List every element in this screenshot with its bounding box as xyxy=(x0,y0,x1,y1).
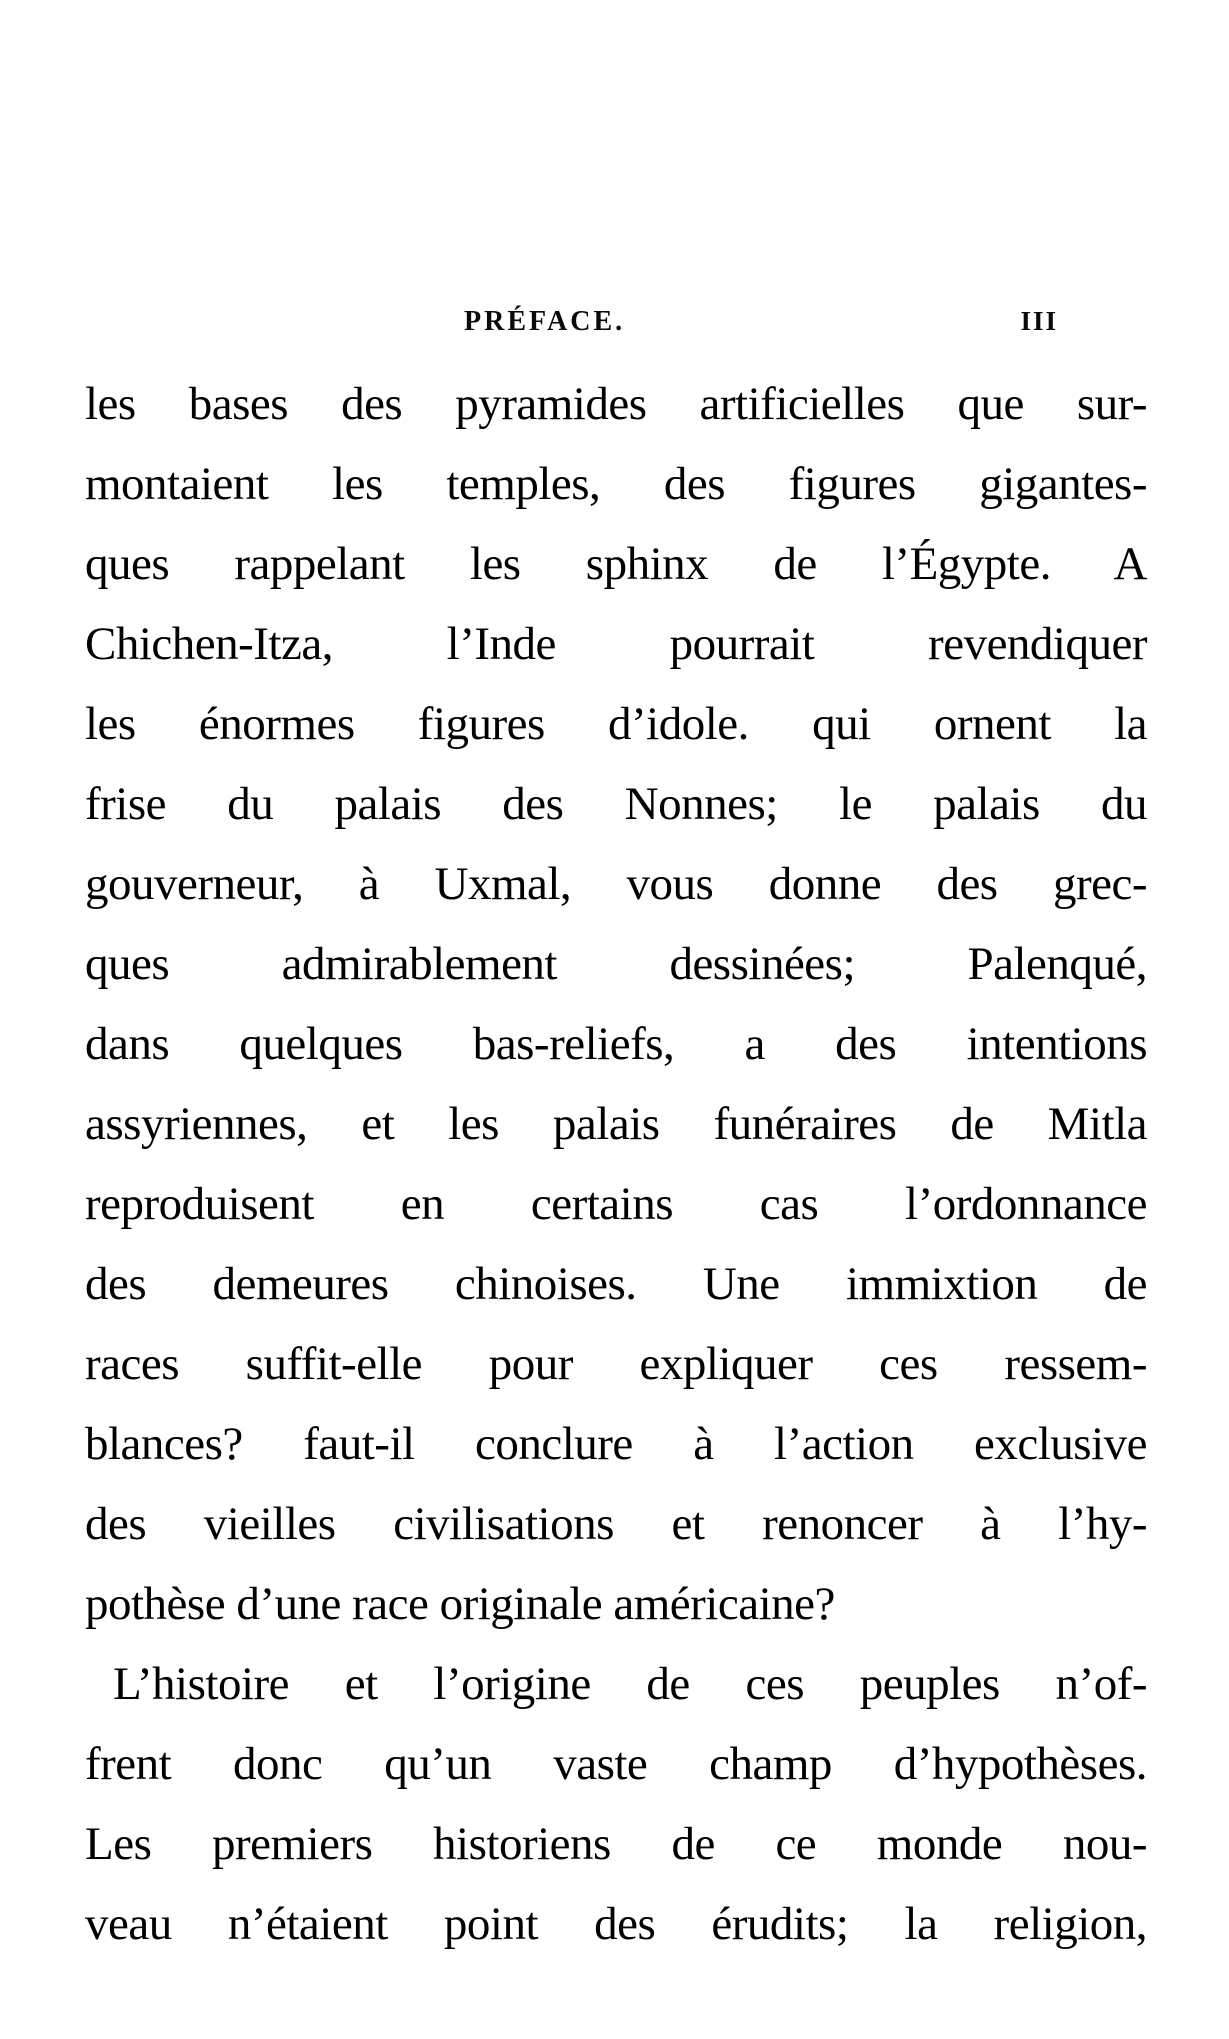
text-line: pothèse d’une race originale américaine? xyxy=(85,1578,835,1630)
text-line: montaient les temples, des figures gigantes- xyxy=(85,458,1147,510)
text-line: Les premiers historiens de ce monde nou- xyxy=(85,1818,1147,1870)
page-number: III xyxy=(1020,306,1058,336)
text-line: des demeures chinoises. Une immixtion de xyxy=(85,1258,1147,1310)
text-line: veau n’étaient point des érudits; la religion, xyxy=(85,1898,1147,1950)
page-header xyxy=(0,300,1229,344)
text-line: les bases des pyramides artificielles que sur- xyxy=(85,378,1147,430)
text-line: L’histoire et l’origine de ces peuples n’of- xyxy=(113,1658,1147,1710)
text-line: reproduisent en certains cas l’ordonnance xyxy=(85,1178,1147,1230)
preface-title: PRÉFACE. xyxy=(464,306,626,337)
text-line: gouverneur, à Uxmal, vous donne des grec- xyxy=(85,858,1147,910)
text-line: les énormes figures d’idole. qui ornent la xyxy=(85,698,1147,750)
text-line: ques rappelant les sphinx de l’Égypte. A xyxy=(85,538,1147,590)
text-line: Chichen-Itza, l’Inde pourrait revendiquer xyxy=(85,618,1147,670)
text-line: ques admirablement dessinées; Palenqué, xyxy=(85,938,1147,990)
text-line: blances? faut-il conclure à l’action exclusive xyxy=(85,1418,1147,1470)
text-line: frise du palais des Nonnes; le palais du xyxy=(85,778,1147,830)
text-line: frent donc qu’un vaste champ d’hypothèses. xyxy=(85,1738,1147,1790)
text-line: des vieilles civilisations et renoncer à l’hy- xyxy=(85,1498,1147,1550)
page-body xyxy=(85,364,1147,1964)
text-line: races suffit-elle pour expliquer ces ressem- xyxy=(85,1338,1147,1390)
text-line: dans quelques bas-reliefs, a des intentions xyxy=(85,1018,1147,1070)
text-line: assyriennes, et les palais funéraires de Mitla xyxy=(85,1098,1147,1150)
